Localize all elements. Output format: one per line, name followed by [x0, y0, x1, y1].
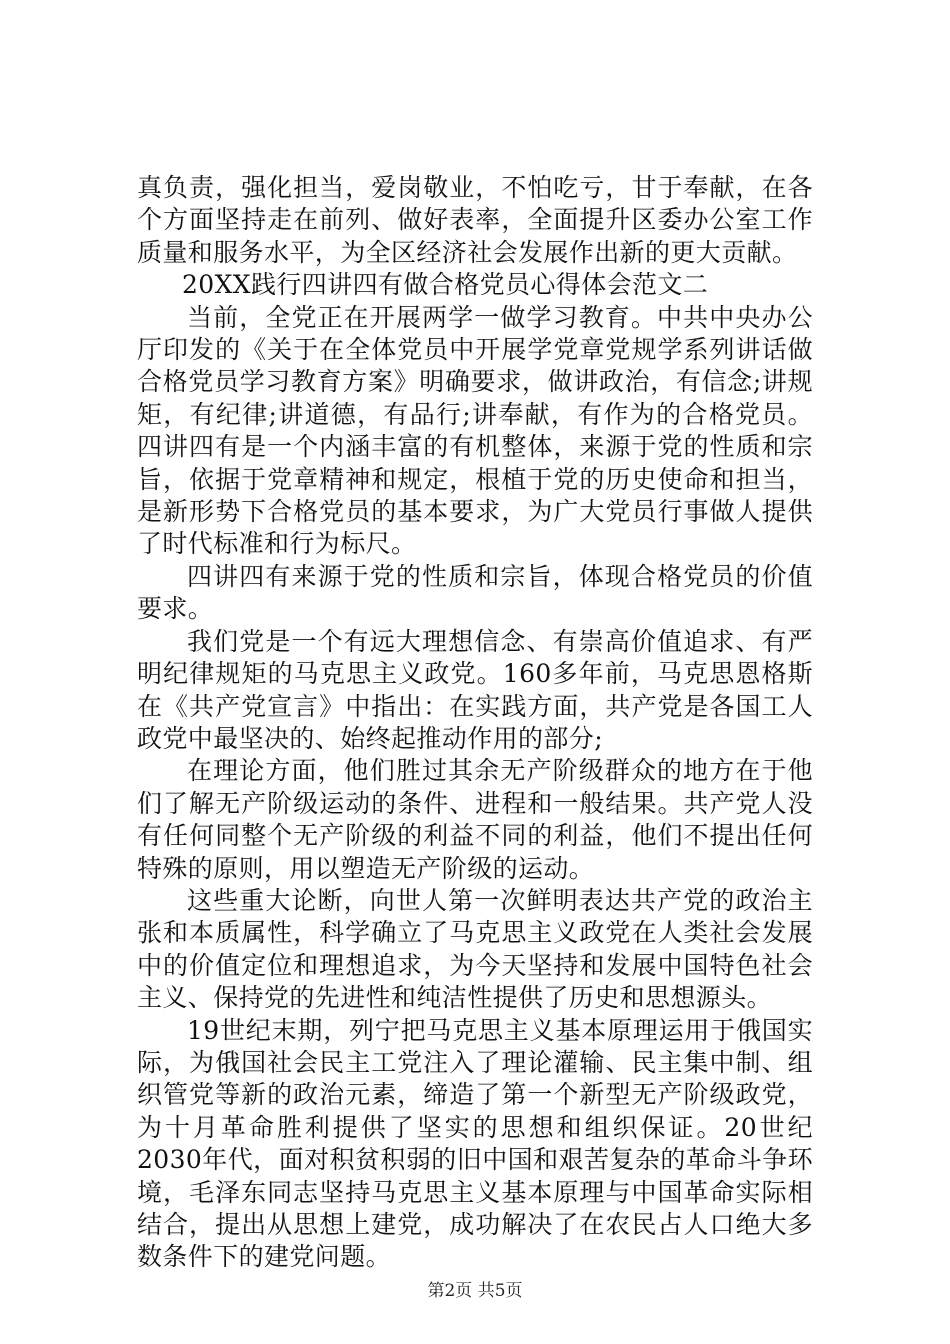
section-heading: 20XX践行四讲四有做合格党员心得体会范文二 — [182, 270, 709, 300]
paragraph: 在理论方面，他们胜过其余无产阶级群众的地方在于他们了解无产阶级运动的条件、进程和一般结果。共产党人没有任何同整个无产阶级的利益不同的利益，他们不提出任何特殊的原则，用以塑造无产阶级的运动。 — [137, 756, 813, 883]
paragraph-continuation: 真负责，强化担当，爱岗敬业，不怕吃亏，甘于奉献，在各个方面坚持走在前列、做好表率，全面提升区委办公室工作质量和服务水平，为全区经济社会发展作出新的更大贡献。 — [137, 173, 813, 267]
paragraph: 这些重大论断，向世人第一次鲜明表达共产党的政治主张和本质属性，科学确立了马克思主义政党在人类社会发展中的价值定位和理想追求，为今天坚持和发展中国特色社会主义、保持党的先进性和纯洁性提供了历史和思想源头。 — [137, 885, 813, 1013]
paragraph: 我们党是一个有远大理想信念、有崇高价值追求、有严明纪律规矩的马克思主义政党。160多年前，马克思恩格斯在《共产党宣言》中指出：在实践方面，共产党是各国工人政党中最坚决的、始终起推动作用的部分; — [137, 626, 813, 753]
page-footer: 第2页 共5页 — [427, 1281, 523, 1301]
paragraph: 四讲四有来源于党的性质和宗旨，体现合格党员的价值要求。 — [137, 561, 813, 624]
document-body — [137, 172, 813, 1274]
paragraph: 当前，全党正在开展两学一做学习教育。中共中央办公厅印发的《关于在全体党员中开展学党章党规学系列讲话做合格党员学习教育方案》明确要求，做讲政治，有信念;讲规矩，有纪律;讲道德，有品行;讲奉献，有作为的合格党员。四讲四有是一个内涵丰富的有机整体，来源于党的性质和宗旨，依据于党章精神和规定，根植于党的历史使命和担当，是新形势下合格党员的基本要求，为广大党员行事做人提供了时代标准和行为标尺。 — [137, 302, 813, 559]
paragraph: 19世纪末期，列宁把马克思主义基本原理运用于俄国实际，为俄国社会民主工党注入了理论灌输、民主集中制、组织管党等新的政治元素，缔造了第一个新型无产阶级政党，为十月革命胜利提供了坚实的思想和组织保证。20世纪2030年代，面对积贫积弱的旧中国和艰苦复杂的革命斗争环境，毛泽东同志坚持马克思主义基本原理与中国革命实际相结合，提出从思想上建党，成功解决了在农民占人口绝大多数条件下的建党问题。 — [137, 1015, 813, 1272]
